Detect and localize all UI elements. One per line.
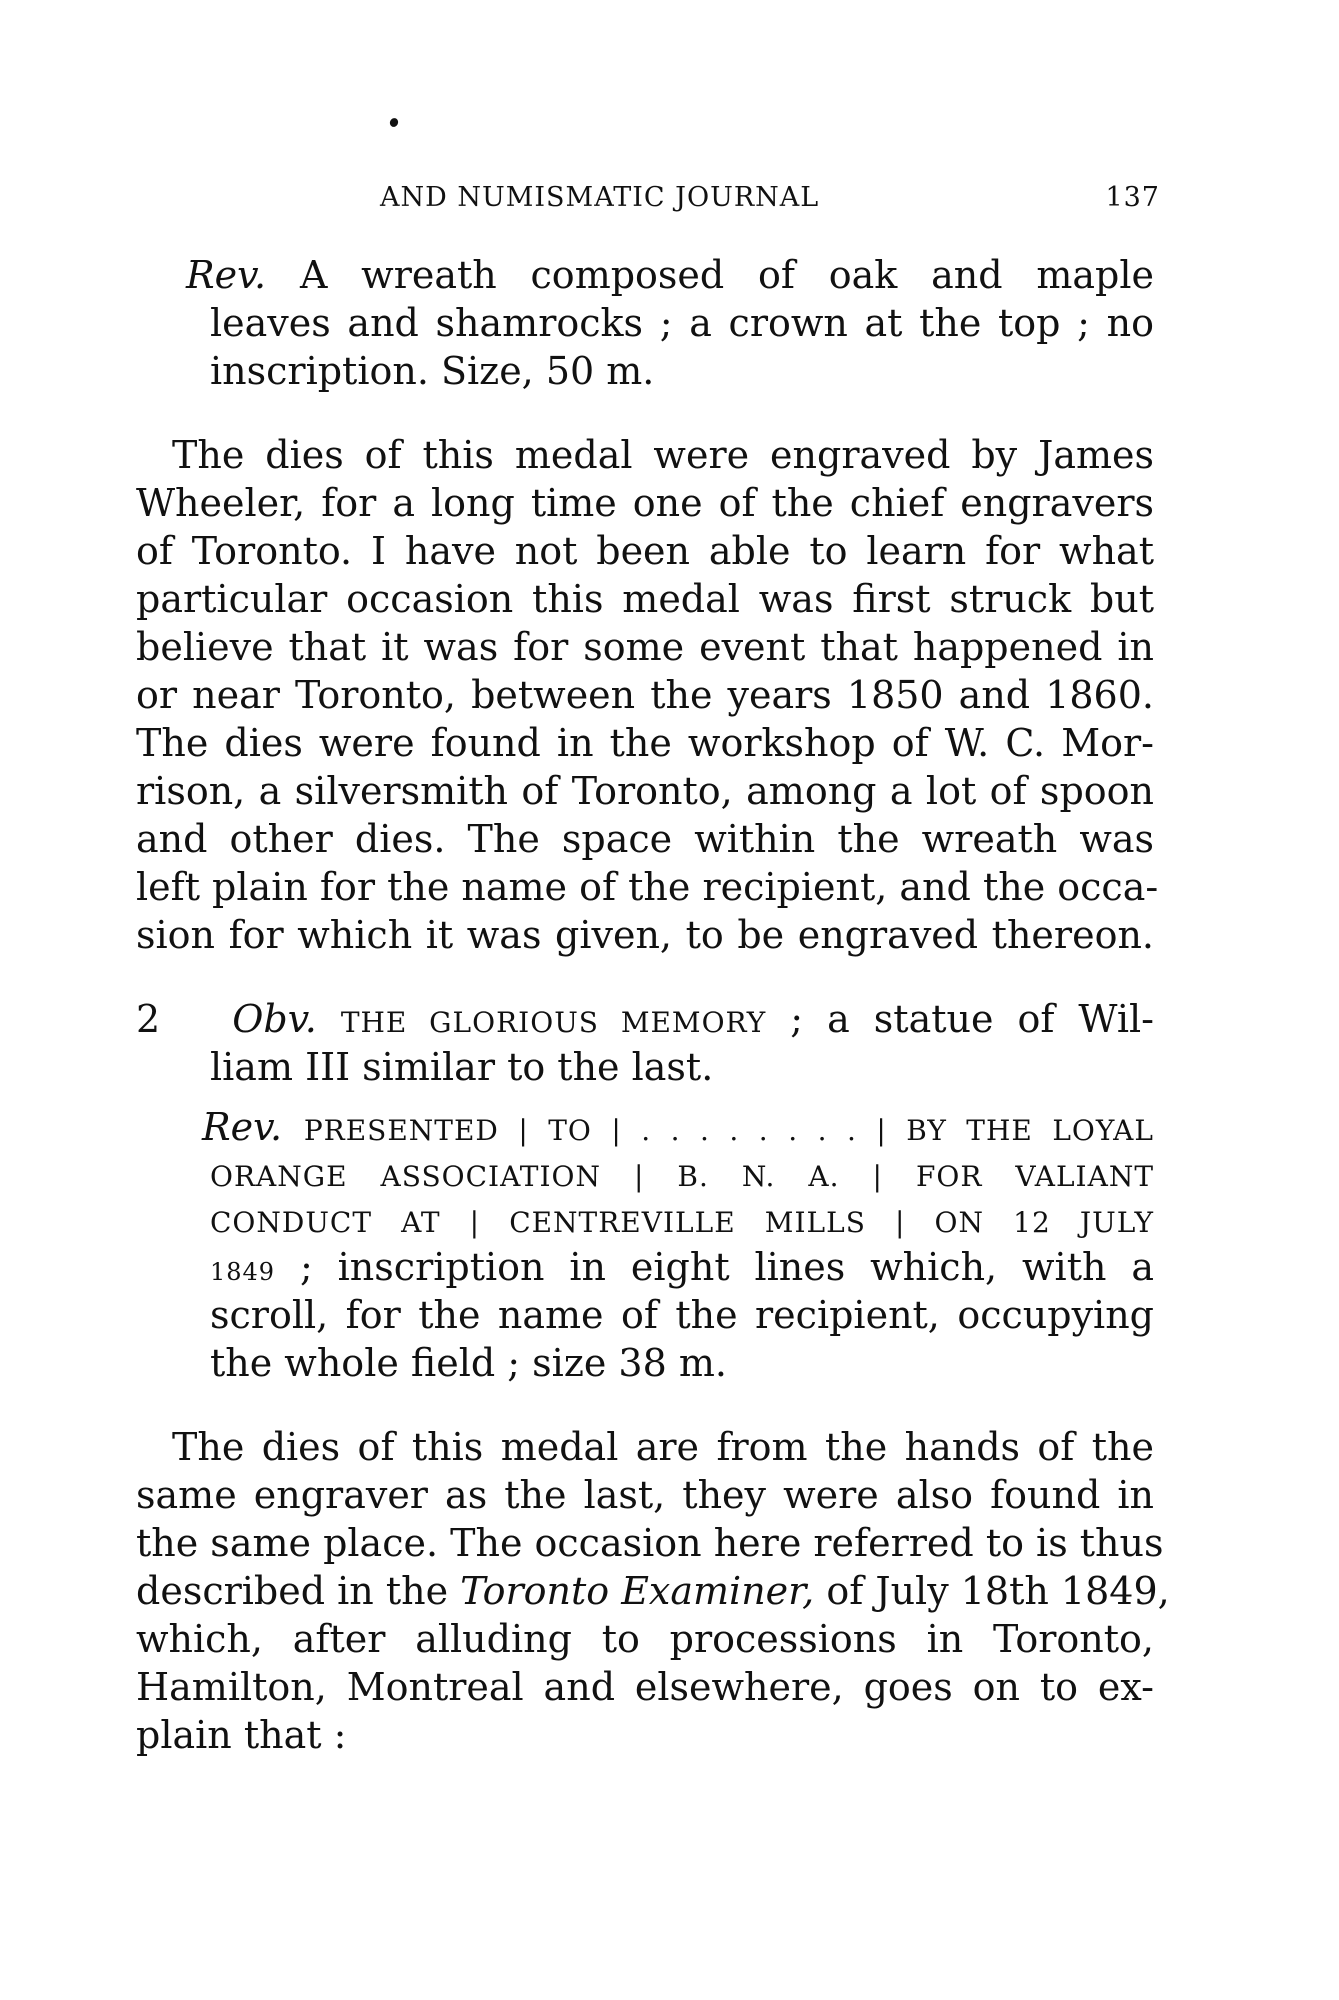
para2-line-7: plain that : <box>136 1713 347 1757</box>
entry1-rev-line-1 <box>186 252 1154 298</box>
rev-text: A wreath composed of oak and maple <box>299 253 1154 297</box>
entry2-rev-line-2 <box>210 1150 1154 1200</box>
para2-line-1: The dies of this medal are from the hands of the <box>172 1425 1154 1469</box>
obv-rest: ; a statue of Wil- <box>790 997 1154 1041</box>
para1-line-11: sion for which it was given, to be engraved thereon. <box>136 913 1154 957</box>
para1-line-6: or near Toronto, between the years 1850 and 1860. <box>136 673 1154 717</box>
entry2-rev-line-6: the whole field ; size 38 m. <box>210 1341 727 1385</box>
para1-line-1: The dies of this medal were engraved by James <box>172 433 1154 477</box>
page-number: 137 <box>1105 182 1160 213</box>
entry2-rev-line-1 <box>202 1104 1154 1154</box>
entry1-rev-line-3: inscription. Size, 50 m. <box>210 349 655 393</box>
para2-line-3: the same place. The occasion here referred to is thus <box>136 1521 1164 1565</box>
para1-line-4: particular occasion this medal was first struck but <box>136 577 1154 621</box>
para1-line-8: rison, a silversmith of Toronto, among a lot of spoon <box>136 769 1154 813</box>
rev-rest-4: ; inscription in eight lines which, with a <box>299 1245 1154 1289</box>
entry2-rev-line-4 <box>210 1244 1154 1295</box>
entry-number: 2 <box>136 997 161 1041</box>
entry2-obv-line-2: liam III similar to the last. <box>210 1045 714 1089</box>
running-head: AND NUMISMATIC JOURNAL <box>380 182 820 213</box>
para1-line-9: and other dies. The space within the wreath was <box>136 817 1154 861</box>
para2-line-4-post: of July 18th 1849, <box>826 1569 1170 1613</box>
entry2-rev-line-3 <box>210 1196 1154 1246</box>
para2-line-4 <box>136 1568 1170 1614</box>
para1-line-7: The dies were found in the workshop of W. C. Mor- <box>136 721 1154 765</box>
obv-label: Obv. <box>232 997 317 1041</box>
obv-caps: THE GLORIOUS MEMORY <box>340 1006 767 1039</box>
rev-label: Rev. <box>186 253 267 297</box>
para1-line-3: of Toronto. I have not been able to learn for what <box>136 529 1154 573</box>
rev-caps-2: ORANGE ASSOCIATION | B. N. A. | FOR VALIANT <box>210 1160 1154 1193</box>
para2-line-4-pre: described in the <box>136 1569 449 1613</box>
rev-label: Rev. <box>202 1105 283 1149</box>
page-header <box>380 182 1160 222</box>
entry2-rev-line-5: scroll, for the name of the recipient, occupying <box>210 1293 1154 1337</box>
para2-line-5: which, after alluding to processions in Toronto, <box>136 1617 1154 1661</box>
rev-caps-4: 1849 <box>210 1258 276 1286</box>
rev-caps-3: CONDUCT AT | CENTREVILLE MILLS | ON 12 JULY <box>210 1206 1154 1239</box>
ink-speck <box>388 117 399 129</box>
para1-line-5: believe that it was for some event that happened in <box>136 625 1154 669</box>
newspaper-title: Toronto Examiner, <box>460 1569 815 1613</box>
entry1-rev-line-2: leaves and shamrocks ; a crown at the top ; no <box>210 301 1154 345</box>
para1-line-2: Wheeler, for a long time one of the chief engravers <box>136 481 1154 525</box>
para2-line-6: Hamilton, Montreal and elsewhere, goes on to ex- <box>136 1665 1154 1709</box>
rev-caps-1: PRESENTED | TO | . . . . . . . . | BY THE LOYAL <box>303 1114 1154 1147</box>
para1-line-10: left plain for the name of the recipient, and the occa- <box>136 865 1159 909</box>
entry2-obv-line-1 <box>136 996 1154 1046</box>
para2-line-2: same engraver as the last, they were also found in <box>136 1473 1154 1517</box>
